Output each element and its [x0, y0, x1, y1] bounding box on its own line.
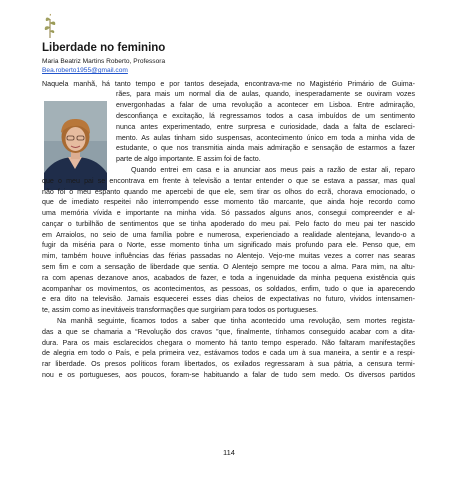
- author-email-link[interactable]: Bea.roberto1955@gmail.com: [42, 67, 128, 74]
- text-line: que de imediato respeitei não interrompendo esse momento tão marcante, que ainda hoje recordo como: [42, 198, 415, 206]
- text-line: te, assim como as inevitáveis transformações que surgiriam para todos os portugueses.: [42, 306, 318, 314]
- text-line: parte de algo importante. E assim foi de facto.: [116, 155, 261, 163]
- text-line: que o meu pai se encontrava em frente à televisão a tentar entender o que se estava a passar, mas qual: [42, 177, 415, 185]
- text-line: rães, para mais um normal dia de aulas, quando, inesperadamente se ouviram vozes: [116, 90, 415, 98]
- author-line: Maria Beatriz Martins Roberto, Professora: [42, 58, 166, 65]
- text-line: rar liberdade. Os presos políticos foram libertados, os exilados regressaram à sua pátria, a censura termi-: [42, 360, 415, 368]
- text-line: uma memória vívida e importante na minha vida. Só passados alguns anos, consegui compreender e al-: [42, 209, 415, 217]
- text-line: Naquela manhã, há tanto tempo e por tantos desejada, encontrava-me no Magistério Primário de Guima-: [42, 80, 415, 88]
- text-line: Na manhã seguinte, ficamos todos a saber que tinha acontecido uma revolução, sem mortes regista-: [57, 317, 415, 325]
- text-line: fugir da miséria para o Norte, esse momento tinha um significado mais profundo para ele. Penso que, em: [42, 241, 415, 249]
- text-line: acompanhar os movimentos, os acontecimentos, as pessoas, os soldados, enfim, tudo o que ia aparecendo: [42, 285, 415, 293]
- text-line: mim, também houve influências das férias passadas no Alentejo. Vejo-me muitas vezes a correr nas searas: [42, 252, 415, 260]
- text-line: nou e os portugueses, aos poucos, foram-se habituando a falar de tudo sem medo. Os diversos partidos: [42, 371, 415, 379]
- text-line: mento. As aulas tinham sido suspensas, acontecimento único em toda a minha vida de: [116, 134, 415, 142]
- text-line: em Arraiolos, no seio de uma família pobre e numerosa, experienciado a realidade alentejana, levando-o a: [42, 231, 415, 239]
- text-line: ra com apenas dezanove anos, acabados de fazer, e toda a ingenuidade da minha pequena existência quis: [42, 274, 415, 282]
- text-line: Quando entrei em casa e ia anunciar aos meus pais a razão de estar ali, reparo: [131, 166, 415, 174]
- leaf-sprig-logo-icon: [42, 13, 58, 39]
- text-line: desconfiança e excitação, lá regressamos todos a casa imbuídos de um sentimento: [116, 112, 415, 120]
- text-line: envergonhadas a falar de uma revolução a acontecer em Lisboa. Entre admiração,: [116, 101, 415, 109]
- text-line: nunca antes experimentado, entre surpresa e curiosidade, dada a falta de esclareci-: [116, 123, 415, 131]
- text-line: estudante, o que nos transmitia ainda mais admiração e sensação de estarmos a fazer: [116, 144, 415, 152]
- text-line: dura. Para os mais esclarecidos chegara o momento há tanto tempo esperado. Não faltaram manifestações: [42, 339, 415, 347]
- text-line: sem fim e com a sensação de liberdade que sentia. O Alentejo sempre me tocou a alma. Para mim, na altu-: [42, 263, 415, 271]
- page-number: 114: [223, 448, 235, 457]
- text-line: cançar o turbilhão de sentimentos que se tinha apoderado do meu pai. Pelo facto do meu pai ter nascido: [42, 220, 415, 228]
- text-line: de alegria em todo o País, e pela primeira vez, estávamos todos e cada um à sua maneira, a sentir e a respi-: [42, 349, 415, 357]
- text-line: não foi o meu espanto quando me apercebi de que ele, sem tirar os olhos do ecrã, chorava emocionado, o: [42, 188, 415, 196]
- text-line: das a que se chamaria a “Revolução dos cravos ”que, finalmente, tínhamos conseguido acabar com a dita-: [42, 328, 415, 336]
- article-title: Liberdade no feminino: [42, 42, 166, 54]
- text-line: e era dito na televisão. Jamais esquecerei esses dias cheios de expectativas no futuro, vividos intensamen-: [42, 295, 415, 303]
